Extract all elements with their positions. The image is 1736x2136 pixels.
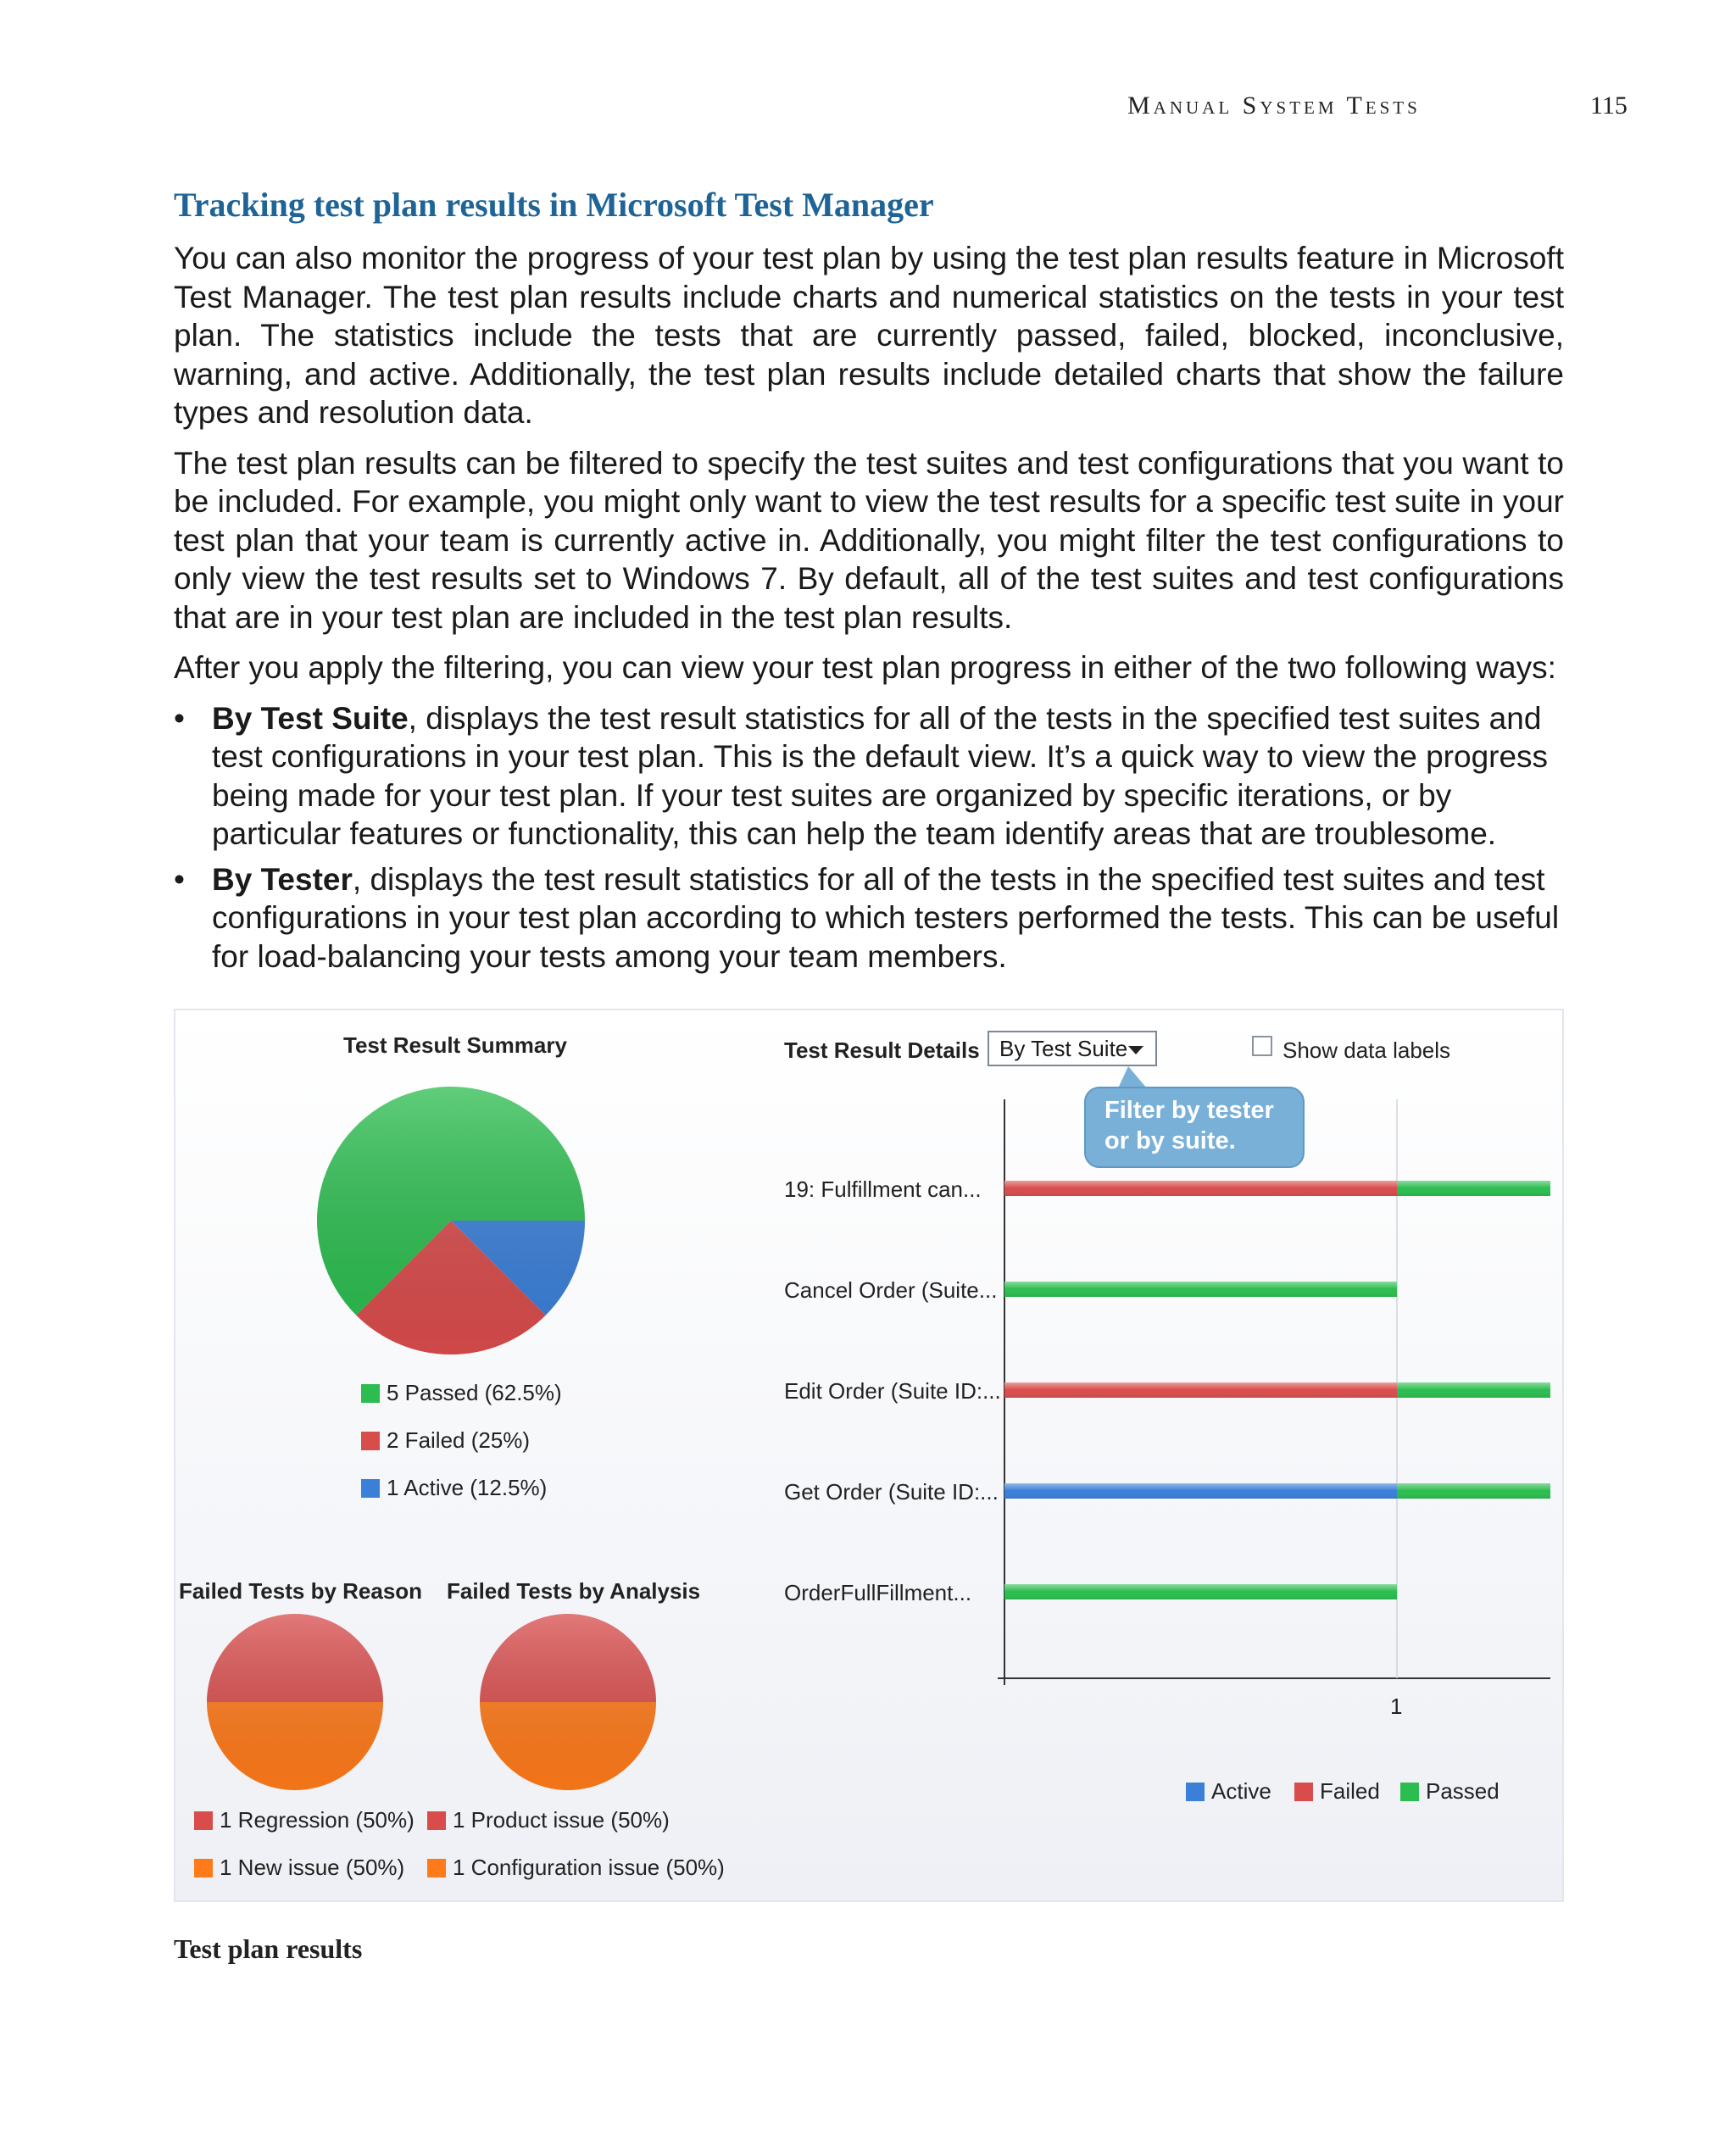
legend-active [361,1475,547,1501]
bullet-text: , displays the test result statistics for all of the tests in the specified test suites and test configurations in your test plan. This is the default view. It’s a quick way to view the progress being made for your test plan. If your test suites are organized by specific iterations, or by particular features or functionality, this can help the team identify areas that are troublesome. [212,700,1549,851]
figure-charts [175,1010,1566,1904]
legend-swatch [361,1479,380,1498]
x-tick-label: 1 [1390,1694,1403,1719]
page-number: 115 [1590,92,1628,120]
bar-highlight [1004,1382,1397,1398]
details-title: Test Result Details [784,1037,980,1063]
legend-swatch [427,1811,446,1830]
figure-caption: Test plan results [174,1933,363,1964]
legend-swatch [1294,1783,1313,1801]
pie-highlight [480,1614,656,1790]
bar-category-label: Get Order (Suite ID:... [784,1479,999,1505]
legend-swatch [194,1811,213,1830]
reason-pie [207,1614,383,1790]
bullet-term: By Tester [212,861,353,897]
legend-label: 1 New issue (50%) [220,1855,405,1880]
view-by-dropdown[interactable] [988,1031,1157,1066]
pie-highlight [207,1614,383,1790]
bar-highlight [1004,1282,1397,1297]
legend-new-issue [194,1855,404,1881]
legend-swatch [427,1859,446,1877]
analysis-title: Failed Tests by Analysis [447,1578,701,1604]
section-heading: Tracking test plan results in Microsoft Test Manager [174,186,934,224]
bar-category-label: Cancel Order (Suite... [784,1277,998,1303]
legend-swatch [1400,1783,1419,1801]
legend-swatch [361,1432,380,1450]
bar-chart [1004,1181,1550,1599]
bar-category-label: 19: Fulfillment can... [784,1176,982,1202]
legend-configuration-issue [427,1855,725,1881]
legend-swatch [1186,1783,1205,1801]
legend-label: 5 Passed (62.5%) [387,1380,562,1405]
legend-label: Passed [1426,1778,1500,1804]
legend-regression [194,1807,415,1833]
pie-highlight [317,1087,585,1354]
legend-label: Active [1211,1778,1271,1804]
bullet-item: • By Tester, displays the test result statistics for all of the tests in the specified test suites and test configurations in your test plan according to which testers performed the tests. This can be useful for load-balancing your tests among your team members. [174,861,1560,974]
bar-category-label: Edit Order (Suite ID:... [784,1378,1001,1404]
legend-label: 1 Regression (50%) [220,1807,415,1833]
legend-passed [361,1380,562,1406]
legend-label: 2 Failed (25%) [387,1427,531,1453]
bullet-item: • By Test Suite, displays the test result statistics for all of the tests in the specified test suites and test configurations in your test plan. This is the default view. It’s a quick way to view the progress being made for your test plan. If your test suites are organized by specific iterations, or by particular features or functionality, this can help the team identify areas that are troublesome. [174,700,1549,851]
bar-legend-failed [1294,1778,1380,1805]
legend-swatch [194,1859,213,1877]
reason-title: Failed Tests by Reason [179,1578,423,1604]
bar-highlight [1004,1584,1397,1599]
dropdown-value: By Test Suite [999,1036,1128,1061]
bar-highlight [1004,1181,1397,1196]
legend-label: 1 Product issue (50%) [453,1807,670,1833]
callout-tail [1118,1066,1147,1088]
filter-callout: Filter by tester or by suite. [1084,1087,1305,1168]
bullet-list [174,699,1564,976]
bar-highlight [1004,1483,1397,1499]
bar-legend-active [1186,1778,1271,1805]
bar-legend-passed [1400,1778,1500,1805]
bar-highlight [1397,1382,1550,1398]
analysis-pie [480,1614,656,1790]
bar-highlight [1397,1181,1550,1196]
paragraph: The test plan results can be filtered to specify the test suites and test configurations that you want to be included. For example, you might only want to view the test results for a specific test suite in your test plan that your team is currently active in. Additionally, you might filter the test configurations to only view the test results set to Windows 7. By default, all of the test suites and test configurations that are in your test plan are included in the test plan results. [174,445,1564,635]
paragraph: After you apply the filtering, you can view your test plan progress in either of the two following ways: [174,650,1556,685]
chevron-down-icon [1128,1046,1143,1054]
bullet-text: , displays the test result statistics for all of the tests in the specified test suites and test configurations in your test plan according to which testers performed the tests. This can be useful for load-balancing your tests among your team members. [212,861,1560,974]
bar-highlight [1397,1483,1550,1499]
legend-product-issue [427,1807,670,1833]
summary-title: Test Result Summary [343,1032,567,1058]
paragraph: You can also monitor the progress of your test plan by using the test plan results feature in Microsoft Test Manager. The test plan results include charts and numerical statistics on the tests in your test plan. The statistics include the tests that are currently passed, failed, blocked, inconclusive, warning, and active. Additionally, the test plan results include detailed charts that show the failure types and resolution data. [174,241,1564,430]
summary-pie [317,1087,585,1354]
running-head: Manual System Tests [1127,92,1421,120]
legend-failed [361,1427,530,1454]
test-plan-results-figure [174,1009,1564,1902]
legend-label: 1 Active (12.5%) [387,1475,548,1500]
show-data-labels-label[interactable]: Show data labels [1283,1037,1451,1063]
legend-label: Failed [1320,1778,1380,1804]
bullet-term: By Test Suite [212,700,409,736]
show-data-labels-checkbox[interactable] [1252,1036,1272,1056]
legend-label: 1 Configuration issue (50%) [453,1855,725,1880]
legend-swatch [361,1384,380,1403]
bar-category-label: OrderFullFillment... [784,1580,972,1605]
body-text [174,239,1564,982]
